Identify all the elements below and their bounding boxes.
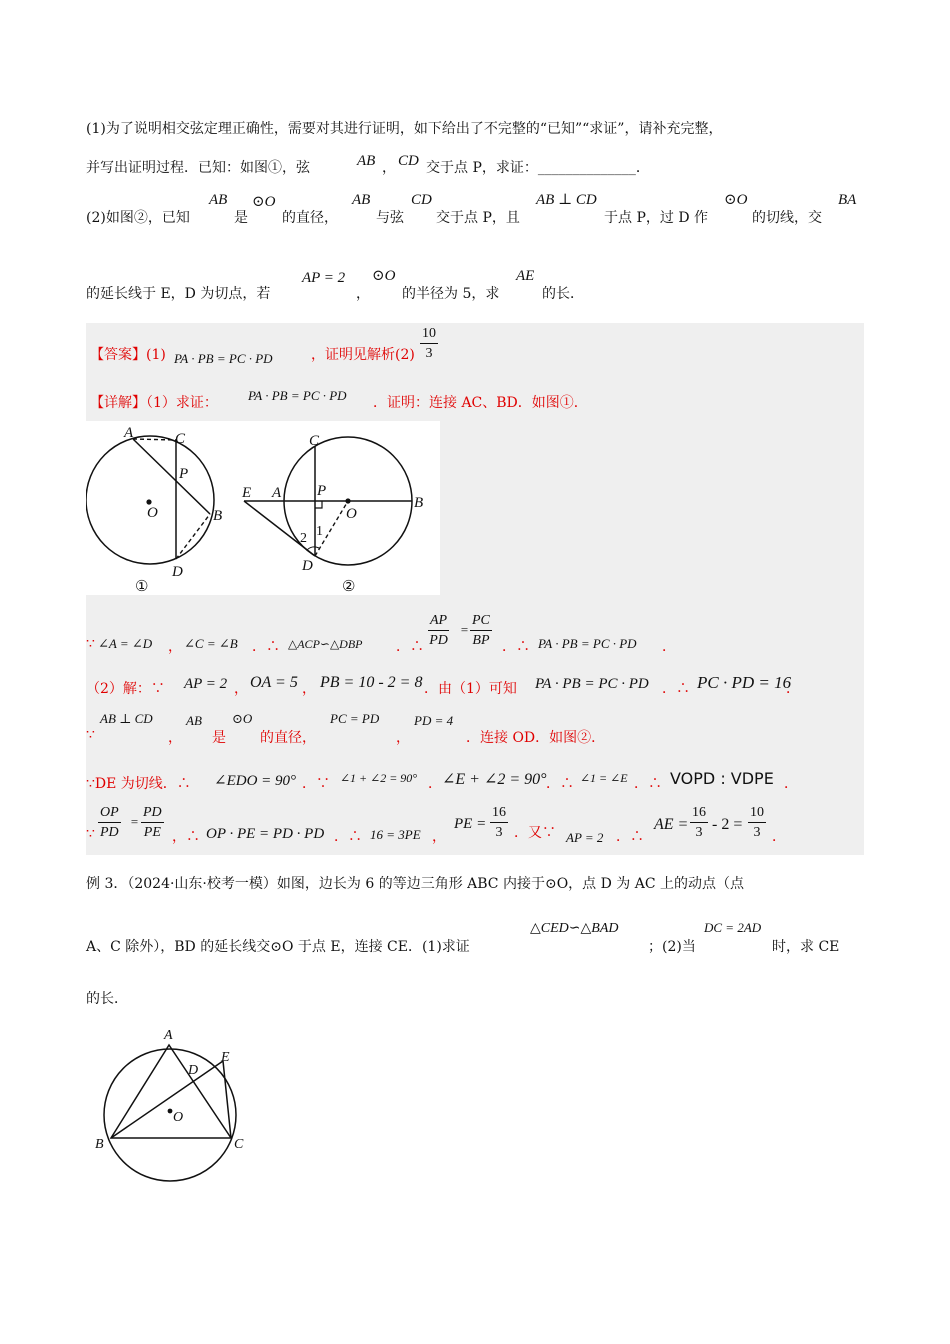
- ab-label: AB: [352, 192, 371, 208]
- dc-equals-2ad: DC = 2AD: [704, 920, 762, 935]
- figure-1-2-svg: [86, 421, 440, 595]
- fraction-10-3-num: 10: [748, 806, 766, 823]
- figure-3-label-e: E: [221, 1050, 230, 1065]
- figure-2-label-d: D: [302, 558, 313, 574]
- therefore-7: ，∴: [172, 829, 200, 845]
- diameter-label: 的直径，: [260, 730, 316, 746]
- figure-3-label-a: A: [164, 1028, 173, 1043]
- problem-2-tangent-2: 的切线，交: [752, 210, 822, 226]
- problem-2-intersect: 交于点 P，且: [436, 210, 520, 226]
- oa-equals-5: OA = 5: [250, 674, 298, 691]
- problem-3-start: 的延长线于 E，D 为切点，若: [86, 286, 271, 302]
- period-3: ．: [428, 776, 442, 792]
- therefore-4: ．∴: [662, 681, 690, 697]
- example-3-line-1: 例 3．（2024·山东·校考一模）如图，边长为 6 的等边三角形 ABC 内接于⊙O，点 D 为 AC 上的动点（点: [86, 876, 745, 892]
- therefore-8: ．∴: [334, 829, 362, 845]
- product-relation-2: PA · PB = PC · PD: [535, 676, 649, 692]
- problem-2-tangent: 于点 P，过 D 作: [604, 210, 708, 226]
- circle-o-label-2: ⊙O: [724, 192, 748, 208]
- because-2: ∵: [86, 727, 95, 743]
- pc-pd-equals-16: PC · PD = 16: [697, 673, 792, 692]
- angle-c-eq-b: ∠C = ∠B: [184, 636, 238, 651]
- figure-3-triangle-abc: [111, 1045, 231, 1138]
- sixteen-eq-3pe: 16 = 3PE: [370, 827, 421, 842]
- comma-3: ，: [168, 639, 182, 655]
- problem-2-shi: 是: [234, 210, 248, 226]
- comma-6: ，: [168, 730, 182, 746]
- figure-2-center: [345, 498, 350, 503]
- period-4: ．: [784, 776, 798, 792]
- comma: ，: [382, 160, 396, 176]
- figure-3: [92, 1022, 262, 1182]
- figure-3-center: [168, 1109, 173, 1114]
- perpendicular-label: AB ⊥ CD: [536, 192, 597, 208]
- figure-1-label-o: O: [147, 505, 158, 521]
- period-2: ．: [786, 681, 800, 697]
- figure-2-label-p: P: [317, 483, 327, 499]
- figure-1-label-a: A: [124, 425, 134, 441]
- therefore-9: ．∴: [616, 829, 644, 845]
- diameter-ab: AB: [209, 192, 228, 208]
- fraction-16-3-a-num: 16: [490, 806, 508, 823]
- fraction-op-pd-den: PD: [100, 825, 119, 840]
- fraction-op-pd-num: OP: [98, 806, 121, 823]
- circle-o-label-3: ⊙O: [372, 268, 396, 284]
- similar-acp-dbp: △ACP∽△DBP: [288, 637, 363, 651]
- answer-label: 【答案】(1): [90, 347, 166, 363]
- fraction-16-3-b-num: 16: [690, 806, 708, 823]
- figure-2-label-e: E: [242, 485, 252, 501]
- fraction-ap-pd-num: AP: [428, 614, 449, 631]
- ae-equals: AE =: [654, 816, 689, 833]
- example-3-line-3: 的长．: [86, 991, 128, 1007]
- angle-e-plus-2: ∠E + ∠2 = 90°: [442, 771, 547, 788]
- figure-3-label-b: B: [95, 1137, 104, 1152]
- problem-3-end: 的长．: [542, 286, 584, 302]
- comma-5: ，: [302, 681, 316, 697]
- fraction-op-pd: [98, 806, 121, 840]
- figure-2-right-angle-mark: [315, 501, 322, 508]
- figure-1-label-c: C: [175, 431, 186, 447]
- figure-1-2: [86, 421, 440, 595]
- angle-edo-90: ∠EDO = 90°: [214, 773, 297, 789]
- because-4: ∵: [86, 826, 95, 842]
- product-relation-1: PA · PB = PC · PD: [538, 636, 637, 651]
- shi-label: 是: [212, 730, 226, 746]
- fraction-pd-pe-den: PE: [143, 825, 161, 840]
- figure-2-caption: ②: [342, 579, 356, 595]
- fraction-pc-bp-den: BP: [472, 633, 490, 648]
- answer-formula: PA · PB = PC · PD: [174, 351, 273, 366]
- angle-1-plus-2: ∠1 + ∠2 = 90°: [340, 771, 418, 785]
- comma-2: ，: [356, 286, 370, 302]
- problem-line-1: (1)为了说明相交弦定理正确性，需要对其进行证明，如下给出了不完整的“已知”“求证”，请补充完整，: [86, 121, 723, 137]
- fraction-ap-pd: [428, 614, 449, 648]
- tangent-statement: ∵DE 为切线．∴: [86, 776, 191, 792]
- ap-equals-2: AP = 2: [302, 270, 346, 286]
- again-because: ．又∵: [514, 825, 556, 841]
- part-2-label: （2）解：∵: [86, 681, 165, 697]
- figure-3-label-c: C: [234, 1137, 244, 1152]
- problem-2-start: (2)如图②，已知: [86, 210, 190, 226]
- figure-1-caption: ①: [135, 579, 149, 595]
- from-part-1: ．由（1）可知: [424, 681, 517, 697]
- detail-label: 【详解】（1）求证：: [90, 395, 218, 411]
- equals-1: =: [460, 622, 469, 637]
- ab-label-2: AB: [186, 713, 202, 728]
- problem-line-2-text: 并写出证明过程．已知：如图①，弦: [86, 160, 310, 176]
- circle-o-label-4: ⊙O: [232, 711, 253, 726]
- period-1: ．: [662, 639, 676, 655]
- circle-o-label: ⊙O: [252, 194, 276, 210]
- figure-3-label-d: D: [188, 1063, 199, 1078]
- because-1: ∵: [86, 636, 95, 652]
- example-3-when: ；(2)当: [648, 939, 696, 955]
- figure-3-label-o: O: [173, 1110, 184, 1125]
- therefore-5: ．∴: [546, 776, 574, 792]
- ap-equals-2-b: AP = 2: [184, 676, 228, 692]
- fraction-10-3: [748, 806, 766, 840]
- figure-1-label-b: B: [213, 508, 223, 524]
- fraction-pd-pe-num: PD: [141, 806, 164, 823]
- fraction-16-3-b-den: 3: [695, 825, 703, 840]
- ae-label: AE: [516, 268, 535, 284]
- minus-2-equals: - 2 =: [712, 816, 743, 833]
- comma-7: ，: [396, 730, 410, 746]
- therefore-6: ．∴: [634, 776, 662, 792]
- detail-formula: PA · PB = PC · PD: [248, 388, 347, 403]
- fraction-pd-pe: [141, 806, 164, 840]
- problem-line-2-tail: 交于点 P，求证：______________．: [426, 160, 650, 176]
- example-3-find: 时，求 CE: [772, 939, 840, 955]
- answer-fraction-numerator: 10: [420, 327, 438, 344]
- therefore-1: ．∴: [252, 639, 280, 655]
- period-5: ．: [772, 829, 786, 845]
- similar-ced-bad: △CED∽△BAD: [530, 921, 619, 936]
- figure-1-center: [146, 499, 151, 504]
- figure-1-label-p: P: [179, 466, 189, 482]
- figure-2-label-a: A: [272, 485, 282, 501]
- chord-cd: CD: [398, 153, 419, 169]
- figure-1-label-d: D: [172, 564, 183, 580]
- example-3-line-2: A、C 除外），BD 的延长线交⊙O 于点 E，连接 CE．(1)求证: [86, 939, 470, 955]
- fraction-pc-bp: [470, 614, 492, 648]
- op-pe-relation: OP · PE = PD · PD: [206, 826, 325, 842]
- figure-2-tangent-de: [244, 501, 315, 556]
- figure-2-label-c: C: [309, 433, 320, 449]
- figure-2-label-o: O: [346, 506, 357, 522]
- therefore-3: ．∴: [502, 639, 530, 655]
- pe-equals: PE =: [454, 816, 487, 832]
- figure-1-chord-ac: [133, 439, 176, 440]
- pd-equals-4: PD = 4: [414, 713, 454, 728]
- answer-label-2: ，证明见解析(2): [311, 347, 415, 363]
- problem-2-chord: 与弦: [376, 210, 404, 226]
- problem-3-radius: 的半径为 5，求: [402, 286, 500, 302]
- answer-fraction: [420, 327, 438, 361]
- fraction-10-3-den: 3: [753, 825, 761, 840]
- ap-equals-2-c: AP = 2: [566, 830, 604, 845]
- because-3: ．∵: [302, 776, 330, 792]
- connect-od: ．连接 OD．如图②．: [466, 730, 606, 746]
- figure-2-angle-2-arc: [307, 547, 319, 550]
- angle-1-eq-e: ∠1 = ∠E: [580, 771, 628, 785]
- cd-label: CD: [411, 192, 432, 208]
- figure-2-label-1: 1: [316, 524, 323, 539]
- figure-2-label-b: B: [414, 495, 424, 511]
- similar-opd-dpe: VOPD : VDPE: [670, 769, 774, 788]
- fraction-ap-pd-den: PD: [429, 633, 448, 648]
- ab-perp-cd: AB ⊥ CD: [100, 711, 153, 726]
- chord-ab: AB: [357, 153, 376, 169]
- equals-2: =: [130, 814, 139, 829]
- pc-equals-pd: PC = PD: [330, 711, 380, 726]
- fraction-16-3-a-den: 3: [495, 825, 503, 840]
- problem-2-diameter: 的直径，: [282, 210, 338, 226]
- figure-1-chord-bd: [176, 514, 210, 559]
- detail-text: ．证明：连接 AC、BD．如图①．: [373, 395, 588, 411]
- comma-8: ，: [432, 829, 446, 845]
- figure-2-label-2: 2: [300, 531, 307, 546]
- answer-fraction-denominator: 3: [425, 346, 433, 361]
- ba-label: BA: [838, 192, 857, 208]
- comma-4: ，: [234, 681, 248, 697]
- fraction-pc-bp-num: PC: [470, 614, 492, 631]
- pb-equals-8: PB = 10 - 2 = 8: [320, 674, 423, 691]
- angle-a-eq-d: ∠A = ∠D: [98, 636, 153, 651]
- fraction-16-3-b: [690, 806, 708, 840]
- figure-3-svg: [92, 1022, 262, 1182]
- figure-1-chord-ab: [133, 439, 210, 514]
- fraction-16-3-a: [490, 806, 508, 840]
- therefore-2: ．∴: [396, 639, 424, 655]
